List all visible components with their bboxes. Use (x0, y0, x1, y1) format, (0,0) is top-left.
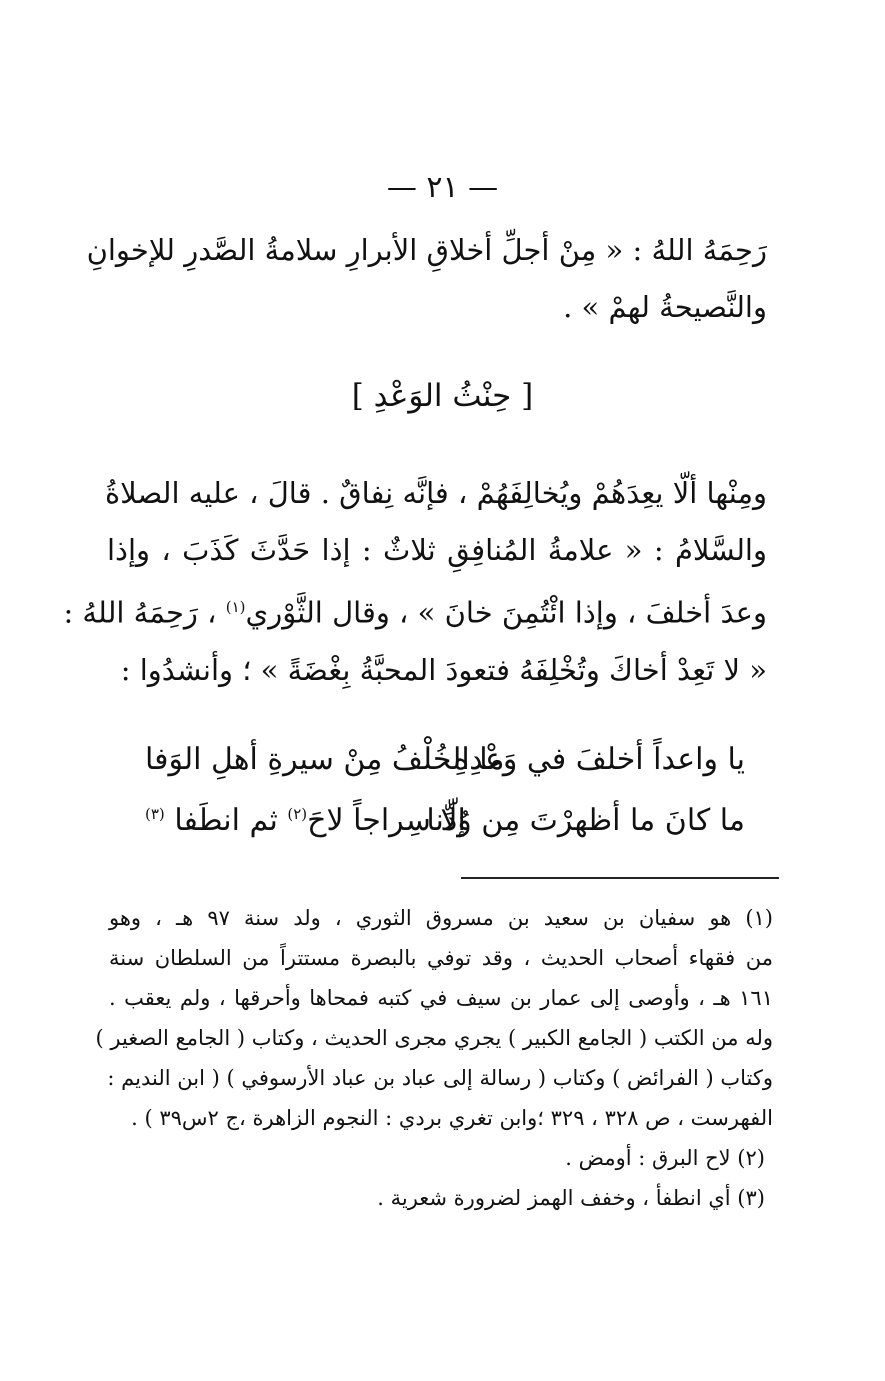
footnote-2: (٢) لاح البرق : أومض . (565, 1146, 765, 1170)
footnotes (95, 898, 773, 1218)
intro-text (86, 222, 767, 336)
verse-1-second-hemistich: ما الخُلْفُ مِنْ سيرةِ أهلِ الوَفا (145, 742, 505, 777)
footnote-1-line-6: الفهرست ، ص ٣٢٨ ، ٣٢٩ ؛وابن تغري بردي : النجوم الزاهرة ،ج ٢س٣٩ ) . (131, 1106, 773, 1130)
footnote-1-line-4: وله من الكتب ( الجامع الكبير ) يجري مجرى الحديث ، وكتاب ( الجامع الصغير ) (95, 1026, 773, 1050)
footnote-ref-1: (١) (225, 598, 246, 616)
verse-2-second-b: ثم انطَفا (174, 803, 278, 838)
verse-2 (145, 803, 745, 863)
paragraph-line-2: والسَّلامُ : « علامةُ المُنافِقِ ثلاثٌ : إذا حَدَّثَ كَذَبَ ، وإذا (107, 533, 767, 567)
paragraph-line-3-end: ، رَحِمَهُ اللهُ : (63, 595, 217, 630)
footnote-divider (461, 877, 779, 879)
section-heading: [ حِنْثُ الوَعْدِ ] (351, 378, 534, 414)
paragraph-line-3 (63, 579, 767, 642)
footnote-1-line-2: من فقهاء أصحاب الحديث ، وقد توفي بالبصرة مستتراً من السلطان سنة (109, 946, 773, 970)
footnote-ref-2: (٢) (287, 805, 308, 823)
footnote-1-line-3: ١٦١ هـ ، وأوصى إلى عمار بن سيف في كتبه فمحاها وأحرقها ، ولم يعقب . (109, 986, 773, 1010)
page-number: — ٢١ — (386, 170, 499, 205)
footnote-3: (٣) أي انطفأ ، وخفف الهمز لضرورة شعرية . (377, 1186, 765, 1210)
paragraph-line-4: « لا تَعِدْ أخاكَ وتُخْلِفَهُ فتعودَ المحبَّةُ بِغْضَةً » ؛ وأنشدُوا : (120, 652, 767, 687)
verse-1 (145, 742, 745, 802)
intro-line-1: رَحِمَهُ اللهُ : « مِنْ أجلِّ أخلاقِ الأبرارِ سلامةُ الصَّدرِ للإخوانِ (86, 233, 767, 267)
footnote-1-line-5: وكتاب ( الفرائض ) وكتاب ( رسالة إلى عباد بن عباد الأرسوفي ) ( ابن النديم : (107, 1066, 773, 1090)
verse-2-first-hemistich: ما كانَ ما أظهرْتَ مِن وُدِّنا (426, 803, 745, 838)
main-paragraph (63, 465, 767, 699)
verse-1-first-hemistich: يا واعداً أخلفَ في وَعْدِهِ (453, 742, 745, 777)
verse-2-second-a: إلّا سِراجاً لاحَ (307, 803, 466, 838)
intro-line-2: والنَّصيحةُ لهمْ » . (563, 290, 767, 324)
footnote-1-line-1: (١) هو سفيان بن سعيد بن مسروق الثوري ، ولد سنة ٩٧ هـ ، وهو (109, 906, 773, 930)
footnote-ref-3: (٣) (145, 805, 165, 823)
verse-2-second-hemistich (145, 803, 466, 838)
paragraph-line-1: ومِنْها ألّا يعِدَهُمْ ويُخالِفَهُمْ ، فإنَّه نِفاقٌ . قالَ ، عليه الصلاةُ (104, 476, 767, 510)
paragraph-line-3-text: وعدَ أخلفَ ، وإذا ائْتُمِنَ خانَ » ، وقال الثَّوْري (245, 595, 767, 630)
